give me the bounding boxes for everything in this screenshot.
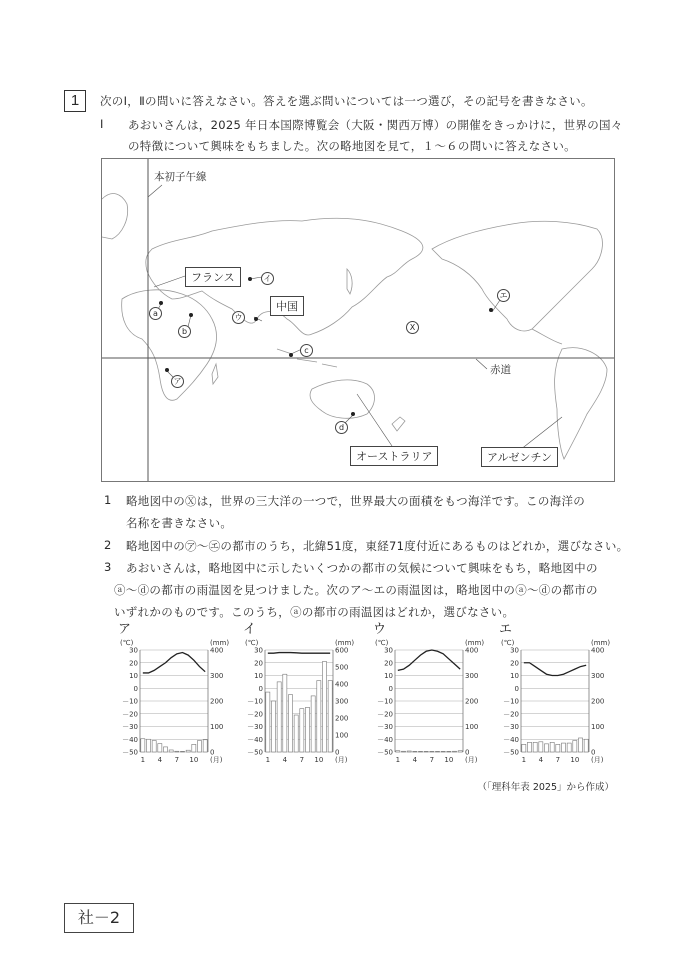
section-line-2: の特徴について興味をもちました。次の略地図を見て，１～６の問いに答えなさい。	[128, 139, 576, 153]
precip-bar	[169, 750, 173, 752]
month-tick-label: 1	[265, 756, 271, 764]
precip-bar	[401, 751, 405, 752]
marker-a-katakana: ア	[171, 375, 184, 388]
temp-tick-label: －20	[503, 710, 519, 719]
chart-svg	[112, 620, 237, 770]
precip-bar	[424, 751, 428, 752]
temp-tick-label: －40	[247, 735, 263, 744]
month-tick-label: 10	[444, 756, 454, 764]
south-america-outline	[555, 348, 607, 459]
temp-tick-label: 20	[384, 659, 393, 668]
precip-tick-label: 400	[591, 646, 605, 655]
question-number-box: 1	[64, 90, 86, 112]
precip-tick-label: 600	[335, 646, 349, 655]
intro-line: 次のⅠ，Ⅱの問いに答えなさい。答えを選ぶ問いについては一つ選び，その記号を書きなさい。	[100, 94, 593, 108]
temp-tick-label: 30	[510, 646, 519, 655]
chart-svg	[367, 620, 492, 770]
month-tick-label: 7	[555, 756, 561, 764]
q3-line-3: いずれかのものです。このうち，ⓐの都市の雨温図はどれか，選びなさい。	[114, 605, 515, 619]
argentina-leader	[520, 417, 562, 450]
precip-bar	[180, 751, 184, 752]
equator-label: 赤道	[490, 364, 511, 376]
temp-tick-label: 20	[510, 659, 519, 668]
climate-chart-e	[493, 620, 618, 770]
month-tick-label: 4	[282, 756, 288, 764]
q1-line-2: 名称を書きなさい。	[126, 516, 233, 530]
precip-tick-label: 300	[465, 672, 479, 680]
precip-tick-label: 200	[465, 697, 479, 706]
temp-tick-label: 0	[514, 684, 519, 693]
marker-u-katakana: ウ	[232, 311, 245, 324]
month-tick-label: 4	[538, 756, 544, 764]
temp-tick-label: －50	[122, 748, 138, 757]
city-dot-u	[254, 317, 258, 321]
section-mark: Ⅰ	[100, 117, 104, 131]
precip-bar	[288, 695, 292, 752]
precip-bar	[539, 742, 543, 752]
prime-meridian-leader	[148, 185, 162, 197]
month-tick-label: 4	[157, 756, 163, 764]
temp-tick-label: 20	[129, 659, 138, 668]
precip-tick-label: 400	[335, 680, 349, 689]
precip-unit: (mm)	[465, 639, 485, 647]
temp-tick-label: 10	[129, 672, 138, 680]
precip-bar	[271, 701, 275, 752]
chart-svg	[493, 620, 618, 770]
temperature-line	[398, 650, 460, 670]
temp-tick-label: －30	[377, 723, 393, 731]
precip-unit: (mm)	[591, 639, 611, 647]
precip-tick-label: 300	[210, 672, 224, 680]
temp-tick-label: 20	[254, 659, 263, 668]
precip-bar	[447, 751, 451, 752]
precip-bar	[441, 751, 445, 752]
climate-chart-a	[112, 620, 237, 770]
q1-line-1: 略地図中のⓍは，世界の三大洋の一つで，世界最大の面積をもつ海洋です。この海洋の	[126, 494, 586, 508]
temp-tick-label: －50	[377, 748, 393, 757]
month-tick-label: 7	[174, 756, 180, 764]
source-note: （「理科年表 2025」から作成）	[477, 782, 614, 793]
temperature-line	[268, 653, 330, 654]
precip-bar	[322, 661, 326, 752]
precip-bar	[283, 674, 287, 752]
temp-tick-label: 30	[254, 646, 263, 655]
precip-bar	[430, 751, 434, 752]
precip-unit: (mm)	[335, 639, 355, 647]
marker-rain-d-leader	[345, 415, 353, 423]
precip-bar	[584, 739, 588, 752]
precip-tick-label: 0	[465, 748, 470, 757]
africa-outline	[122, 290, 217, 400]
precip-bar	[203, 740, 207, 752]
precip-bar	[458, 751, 462, 752]
temp-tick-label: 0	[388, 684, 393, 693]
city-dot-rain-a	[159, 301, 163, 305]
temp-tick-label: －40	[503, 735, 519, 744]
label-france: フランス	[185, 267, 241, 287]
city-dot-e	[489, 308, 493, 312]
marker-i-katakana: イ	[261, 272, 274, 285]
marker-ocean-x: X	[406, 321, 419, 334]
section-line-1: あおいさんは，2025 年日本国際博覧会（大阪・関西万博）の開催をきっかけに，世界の国々	[128, 118, 623, 132]
precip-bar	[544, 744, 548, 752]
temp-tick-label: 10	[254, 672, 263, 680]
temp-tick-label: －10	[122, 697, 138, 706]
chart-title: ア	[118, 622, 132, 637]
japan-outline	[347, 269, 352, 294]
precip-bar	[197, 741, 201, 752]
precip-bar	[550, 742, 554, 752]
temp-tick-label: 10	[510, 672, 519, 680]
temp-tick-label: 30	[129, 646, 138, 655]
label-argentina: アルゼンチン	[481, 447, 558, 467]
month-tick-label: 1	[521, 756, 527, 764]
marker-e-katakana: エ	[497, 289, 510, 302]
precip-bar	[418, 751, 422, 752]
marker-rain-d: d	[335, 421, 348, 434]
precip-tick-label: 100	[335, 731, 349, 740]
month-unit: (月)	[591, 756, 604, 764]
city-dot-rain-d	[351, 412, 355, 416]
precip-bar	[533, 742, 537, 752]
month-unit: (月)	[335, 756, 348, 764]
city-dot-i	[248, 277, 252, 281]
precip-unit: (mm)	[210, 639, 230, 647]
precip-bar	[146, 739, 150, 752]
temp-unit: (℃)	[375, 639, 389, 647]
climate-chart-u	[367, 620, 492, 770]
precip-bar	[578, 738, 582, 752]
city-dot-a	[165, 368, 169, 372]
precip-tick-label: 300	[591, 672, 605, 680]
temp-tick-label: 0	[133, 684, 138, 693]
month-tick-label: 1	[140, 756, 146, 764]
precip-bar	[522, 744, 526, 752]
precip-bar	[328, 681, 332, 752]
city-dot-rain-b	[189, 313, 193, 317]
month-tick-label: 1	[395, 756, 401, 764]
precip-bar	[192, 744, 196, 752]
temp-unit: (℃)	[501, 639, 515, 647]
q3-line-1: あおいさんは，略地図中に示したいくつかの都市の気候について興味をもち，略地図中の	[126, 561, 598, 575]
precip-tick-label: 200	[335, 714, 349, 723]
month-tick-label: 10	[314, 756, 324, 764]
label-australia: オーストラリア	[350, 446, 438, 466]
precip-tick-label: 100	[210, 723, 224, 731]
month-tick-label: 7	[429, 756, 435, 764]
temp-unit: (℃)	[120, 639, 134, 647]
north-america-outline	[432, 221, 602, 331]
temp-tick-label: －10	[377, 697, 393, 706]
q1-number: 1	[104, 493, 112, 507]
precip-tick-label: 0	[335, 748, 340, 757]
central-america-outline	[532, 329, 562, 344]
month-unit: (月)	[210, 756, 223, 764]
precip-tick-label: 0	[591, 748, 596, 757]
precip-bar	[300, 709, 304, 752]
precip-tick-label: 500	[335, 663, 349, 672]
temp-tick-label: －30	[247, 723, 263, 731]
greenland-outline	[102, 194, 128, 239]
temp-tick-label: －30	[122, 723, 138, 731]
precip-bar	[152, 741, 156, 752]
precip-bar	[396, 751, 400, 752]
marker-rain-c: c	[300, 344, 313, 357]
precip-bar	[186, 750, 190, 752]
madagascar-outline	[212, 364, 218, 384]
temp-tick-label: －30	[503, 723, 519, 731]
precip-bar	[294, 715, 298, 752]
chart-title: イ	[243, 622, 257, 637]
temp-tick-label: 30	[384, 646, 393, 655]
q2-line-1: 略地図中の㋐～㋓の都市のうち，北緯51度，東経71度付近にあるものはどれか，選びなさい。	[126, 539, 629, 553]
city-dot-rain-c	[289, 353, 293, 357]
precip-bar	[413, 751, 417, 752]
temp-tick-label: －20	[247, 710, 263, 719]
marker-rain-a: a	[149, 307, 162, 320]
temp-tick-label: －20	[122, 710, 138, 719]
temp-tick-label: －10	[247, 697, 263, 706]
precip-tick-label: 200	[591, 697, 605, 706]
precip-bar	[317, 681, 321, 752]
precip-bar	[567, 743, 571, 752]
month-tick-label: 7	[299, 756, 305, 764]
precip-bar	[305, 707, 309, 752]
precip-tick-label: 400	[210, 646, 224, 655]
precip-bar	[266, 692, 270, 752]
precip-tick-label: 200	[210, 697, 224, 706]
precip-bar	[141, 739, 145, 752]
chart-svg	[237, 620, 362, 770]
precip-bar	[556, 744, 560, 752]
precip-bar	[163, 747, 167, 752]
temp-tick-label: －40	[377, 735, 393, 744]
precip-bar	[407, 751, 411, 752]
equator-leader	[476, 359, 487, 369]
new-zealand-outline	[392, 417, 405, 431]
q3-number: 3	[104, 560, 112, 574]
chart-title: ウ	[373, 622, 387, 637]
month-unit: (月)	[465, 756, 478, 764]
month-tick-label: 10	[570, 756, 580, 764]
precip-tick-label: 100	[465, 723, 479, 731]
map-outline	[102, 159, 614, 481]
temp-tick-label: －40	[122, 735, 138, 744]
temp-tick-label: －50	[503, 748, 519, 757]
precip-tick-label: 100	[591, 723, 605, 731]
page-label: 社－2	[64, 903, 134, 933]
temp-tick-label: －20	[377, 710, 393, 719]
chart-title: エ	[499, 622, 513, 637]
temperature-line	[524, 663, 586, 676]
france-leader	[154, 276, 185, 287]
q3-line-2: ⓐ～ⓓの都市の雨温図を見つけました。次のア～エの雨温図は，略地図中のⓐ～ⓓの都市の	[114, 583, 598, 597]
month-tick-label: 10	[189, 756, 199, 764]
precip-bar	[435, 751, 439, 752]
label-china: 中国	[270, 296, 304, 316]
q2-number: 2	[104, 538, 112, 552]
temp-tick-label: 10	[384, 672, 393, 680]
precip-tick-label: 300	[335, 697, 349, 706]
precip-bar	[277, 682, 281, 752]
precip-bar	[561, 743, 565, 752]
precip-bar	[527, 742, 531, 752]
precip-bar	[573, 741, 577, 752]
precip-bar	[158, 744, 162, 752]
temp-tick-label: 0	[258, 684, 263, 693]
precip-bar	[175, 751, 179, 752]
climate-chart-i	[237, 620, 362, 770]
precip-bar	[452, 751, 456, 752]
world-map	[101, 158, 615, 482]
temp-unit: (℃)	[245, 639, 259, 647]
precip-tick-label: 0	[210, 748, 215, 757]
precip-tick-label: 400	[465, 646, 479, 655]
temp-tick-label: －10	[503, 697, 519, 706]
month-tick-label: 4	[412, 756, 418, 764]
marker-rain-b: b	[178, 325, 191, 338]
prime-meridian-label: 本初子午線	[154, 171, 207, 183]
australia-outline	[310, 380, 374, 418]
temp-tick-label: －50	[247, 748, 263, 757]
precip-bar	[311, 696, 315, 752]
